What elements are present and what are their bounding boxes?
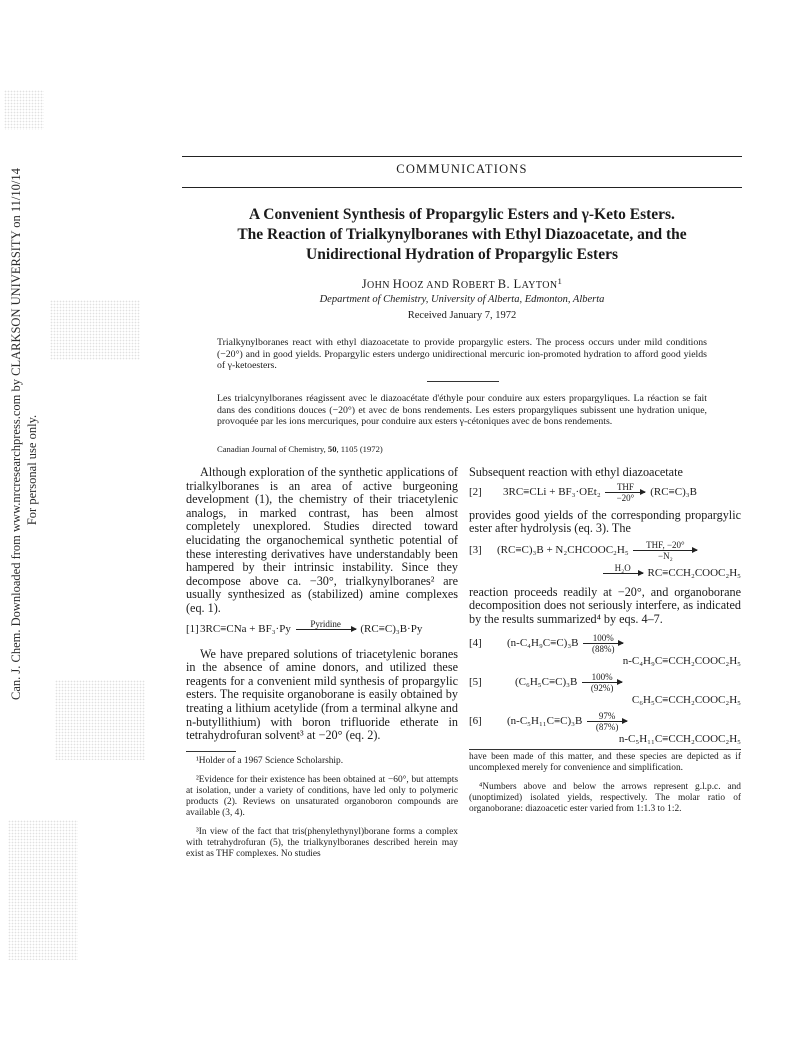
article-title: A Convenient Synthesis of Propargylic Esters and γ-Keto Esters. The Reaction of Trialkynylboranes with Ethyl Diazoacetate, and the Unidirectional Hydration of Propargylic Esters [237,206,687,263]
equation-6-product: n-C₅H₁₁C≡CCH₂COOC₂H₅ [618,732,741,745]
paragraph: reaction proceeds readily at −20°, and organoborane decomposition does not seriously interfere, as indicated by the results summarized⁴ by eqs. 4–7. [469,584,741,626]
equation-4-product: n-C₄H₉C≡CCH₂COOC₂H₅ [622,654,741,667]
footnotes-continued [469,752,741,815]
equation-6: [6] (n-C₅H₁₁C≡C)₃B $\frac{97\%}{(87\%)}$ [469,711,741,732]
footnote-3: ³In view of the fact that tris(phenylethynyl)borane forms a complex with tetrahydrofuran (5), the trialkynylboranes described herein may exist as THF complexes. No studies [186,826,458,859]
body-column-right [469,466,741,815]
scan-noise [8,820,78,960]
scan-noise [4,90,44,130]
scan-noise [55,680,145,760]
paragraph: We have prepared solutions of triacetylenic boranes in the absence of amine donors, and utilized these reagents for a convenient mild synthesis of propargylic esters. The requisite organoborane is easily obtained by treating a lithium acetylide (from a terminal alkyne and n-butyllithium) with boron trifluoride etherate in tetrahydrofuran solvent³ at −20° (eq. 2). [186,646,458,743]
scan-noise [50,300,140,360]
paragraph: provides good yields of the corresponding propargylic ester after hydrolysis (eq. 3). The [469,507,741,536]
body-column-left [186,466,458,860]
abstract-separator [427,381,499,382]
equation-3: [3] (RC≡C)₃B + N₂CHCOOC₂H₅ THF, −20° −N₂ [469,540,741,561]
abstract-french: Les trialcynylboranes réagissent avec le diazoacétate d'éthyle pour conduire aux esters propargyliques. La réaction se fait dans des conditions douces (−20°) et avec de bons rendements. Les esters propargyliques subissent une hydration unique, provoquée par les ions mercuriques, pour conduire aux esters γ-cétoniques avec de bons rendements. [217,393,707,428]
equation-3-continued: H₂O RC≡CCH₂COOC₂H₅ [469,563,741,584]
affiliation: Department of Chemistry, University of Alberta, Edmonton, Alberta [319,294,605,305]
watermark-line-1: Can. J. Chem. Downloaded from www.nrcresearchpress.com by CLARKSON UNIVERSITY on 11/10/14 [9,168,23,700]
abstract-english: Trialkynylboranes react with ethyl diazoacetate to provide propargylic esters. The process occurs under mild conditions (−20°) and in good yields. Propargylic esters undergo unidirectional mercuric ion-promoted hydration to afford good yields of γ-ketoesters. [217,337,707,372]
equation-1: [1]3RC≡CNa + BF₃·Py Pyridine (RC≡C)₃B·Py [186,618,423,635]
equation-4: [4] (n-C₄H₉C≡C)₃B $\frac{100\%}{(88\%)}$ [469,633,741,654]
header-rule-bottom [182,187,742,188]
download-watermark [8,168,44,700]
footnotes [186,756,458,860]
journal-citation: Canadian Journal of Chemistry, 50, 1105 (1972) [217,444,383,454]
equation-5: [5] (C₆H₅C≡C)₃B $\frac{100\%}{(92\%)}$ [469,672,741,693]
paragraph: Subsequent reaction with ethyl diazoacetate [469,465,683,479]
watermark-line-2: For personal use only. [25,414,39,526]
footnote-3-continued: have been made of this matter, and these species are depicted as if uncomplexed merely for convenience and simplification. [469,751,741,773]
footnote-2: ²Evidence for their existence has been obtained at −60°, but attempts at isolation, under a variety of conditions, have led only to polymeric products (2). Reviews on unsaturated organoboron compounds are available (3, 4). [186,774,458,818]
footnote-1: ¹Holder of a 1967 Science Scholarship. [196,755,344,766]
authors: JOHN HOOZ AND ROBERT B. LAYTON$^1$ [361,276,563,291]
section-header: COMMUNICATIONS [396,162,528,176]
equation-5-product: C₆H₅C≡CCH₂COOC₂H₅ [631,693,741,706]
header-rule-top [182,156,742,157]
footnote-4: ⁴Numbers above and below the arrows represent g.l.p.c. and (unoptimized) isolated yields, respectively. The molar ratio of organoborane: diazoacetic ester varied from 1:1.3 to 1:2. [469,781,741,814]
equation-2: [2] 3RC≡CLi + BF₃·OEt₂ THF −20° (RC≡C)₃B [469,481,697,503]
received-date: Received January 7, 1972 [407,310,517,321]
footnote-rule [186,751,236,752]
paragraph: Although exploration of the synthetic applications of trialkylboranes is an area of active burgeoning development (1), the chemistry of their triacetylenic analogs, in marked contrast, has been almost completely unexplored. Studies directed toward elucidating the organochemical synthetic potential of these interesting derivatives have understandably been hampered by their intrinsic instability. Since they decompose above ca. −30°, trialkynylboranes² are usually synthesized as (stabilized) amine complexes (eq. 1). [186,465,458,615]
